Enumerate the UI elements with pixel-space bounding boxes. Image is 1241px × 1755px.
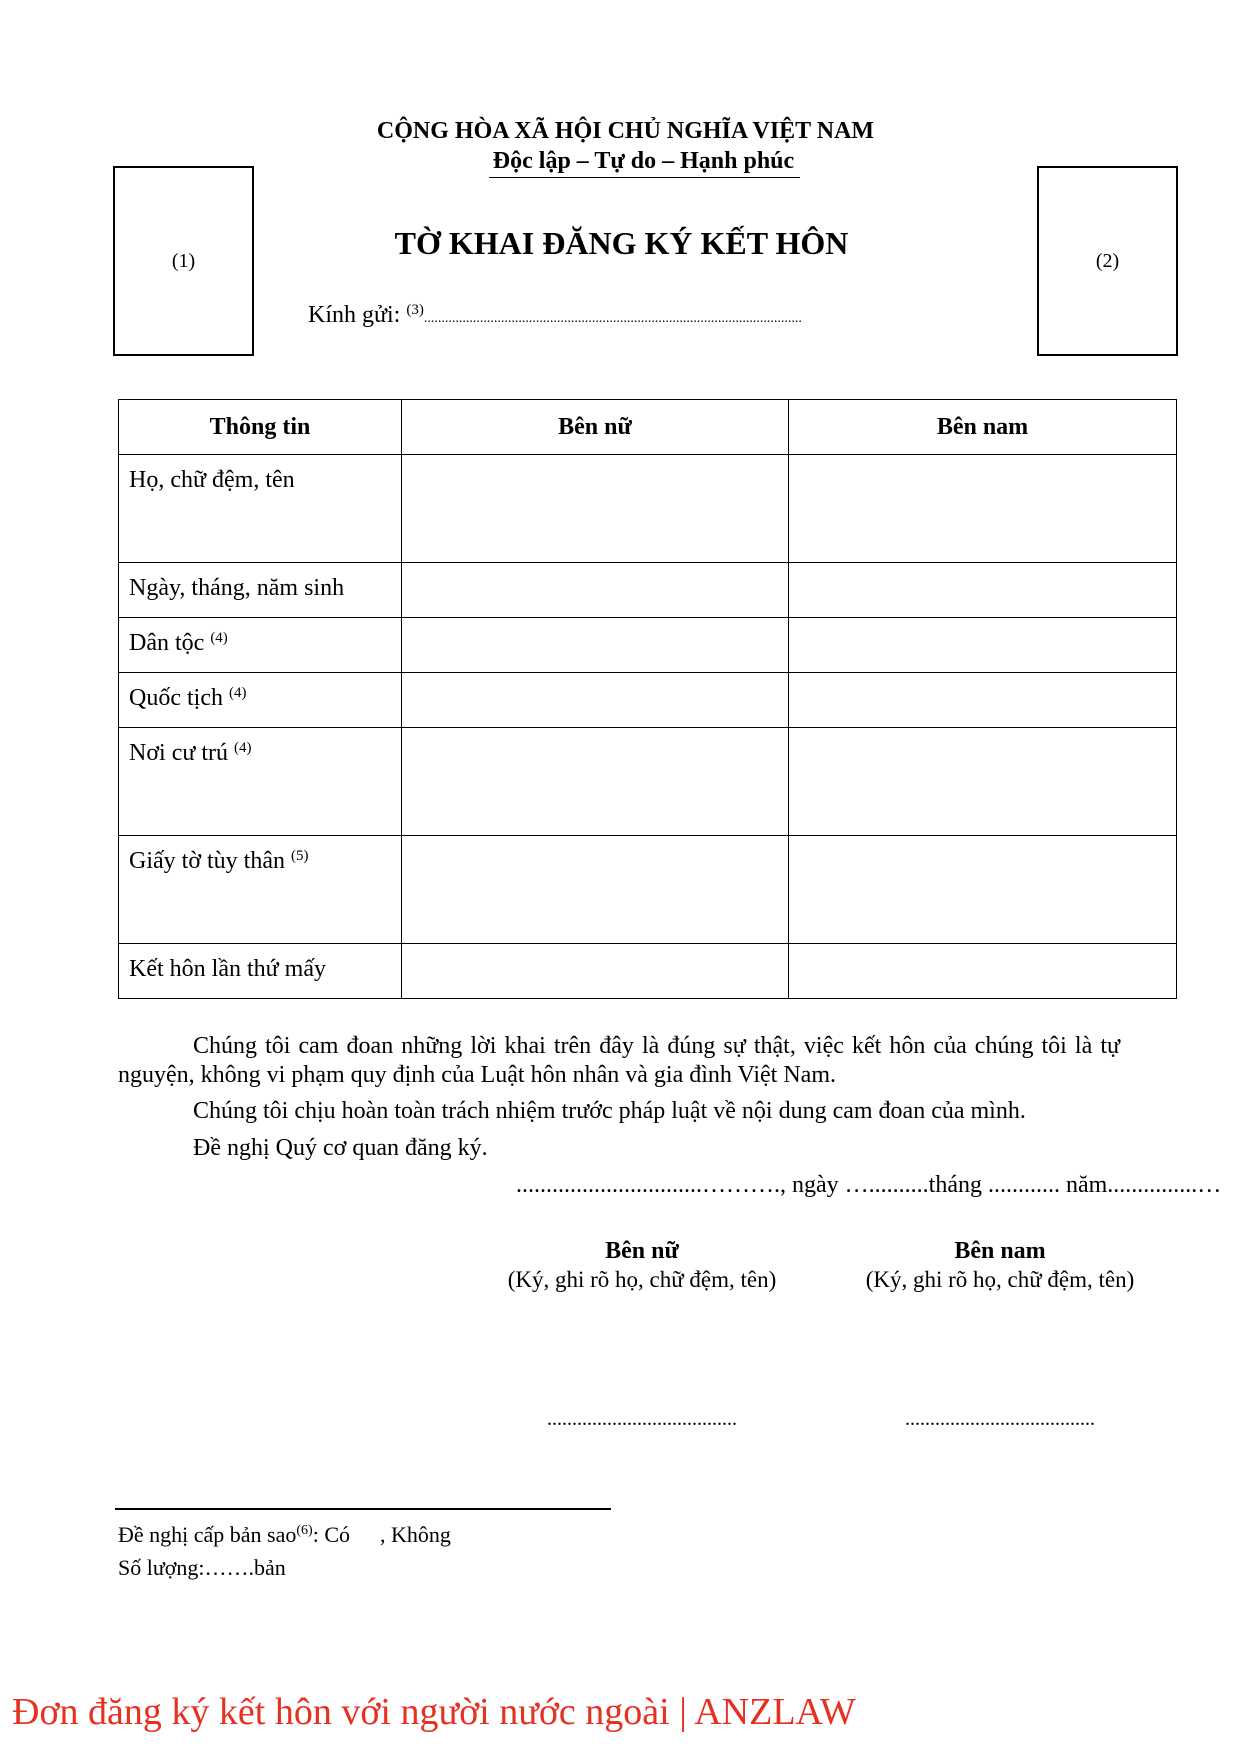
row-label-text: Kết hôn lần thứ mấy xyxy=(129,956,326,982)
row-label xyxy=(119,455,402,563)
row-label-text: Quốc tịch xyxy=(129,685,223,711)
recipient-note: (3) xyxy=(406,302,424,318)
info-table xyxy=(118,399,1177,999)
recipient-label: Kính gửi: xyxy=(308,302,401,328)
copy-request-no[interactable]: , Không xyxy=(380,1522,451,1547)
female-residence-cell[interactable] xyxy=(402,728,789,836)
female-signature-hint: (Ký, ghi rõ họ, chữ đệm, tên) xyxy=(507,1267,777,1292)
male-ethnicity-cell[interactable] xyxy=(789,618,1177,673)
copy-request-note: (6) xyxy=(296,1523,313,1538)
commitment-paragraph: Chúng tôi cam đoan những lời khai trên đây là đúng sự thật, việc kết hôn của chúng tôi là tự nguyện, không vi phạm quy định của Luật hôn nhân và gia đình Việt Nam. xyxy=(118,1033,1120,1088)
copy-request-label: Đề nghị cấp bản sao xyxy=(118,1522,297,1547)
table-row xyxy=(119,836,1177,944)
male-dob-cell[interactable] xyxy=(789,563,1177,618)
date-line[interactable]: ...............................………., ngày …..........tháng ............ năm...............… xyxy=(516,1172,1222,1198)
table-row xyxy=(119,673,1177,728)
male-name-cell[interactable] xyxy=(789,455,1177,563)
male-marriage-count-cell[interactable] xyxy=(789,944,1177,999)
nation-heading: CỘNG HÒA XÃ HỘI CHỦ NGHĨA VIỆT NAM xyxy=(376,118,875,144)
male-id-cell[interactable] xyxy=(789,836,1177,944)
female-dob-cell[interactable] xyxy=(402,563,789,618)
row-label-text: Giấy tờ tùy thân xyxy=(129,848,285,874)
photo-box-right-label: (2) xyxy=(1095,249,1120,272)
row-label xyxy=(119,673,402,728)
table-row xyxy=(119,563,1177,618)
footer-divider xyxy=(115,1508,611,1510)
row-label-note: (5) xyxy=(291,848,309,864)
recipient-dots[interactable]: ............................................................................................................ xyxy=(423,311,802,326)
responsibility-paragraph: Chúng tôi chịu hoàn toàn trách nhiệm trước pháp luật về nội dung cam đoan của mình. xyxy=(193,1098,1026,1124)
female-signature-block xyxy=(462,1236,822,1294)
header-male: Bên nam xyxy=(789,400,1177,455)
copy-request-line xyxy=(118,1522,451,1548)
row-label xyxy=(119,944,402,999)
watermark-text: Đơn đăng ký kết hôn với người nước ngoài | ANZLAW xyxy=(12,1691,856,1733)
female-ethnicity-cell[interactable] xyxy=(402,618,789,673)
male-signature-dots[interactable]: ...................................... xyxy=(905,1408,1095,1430)
row-label-text: Nơi cư trú xyxy=(129,740,229,766)
female-id-cell[interactable] xyxy=(402,836,789,944)
row-label-text: Họ, chữ đệm, tên xyxy=(129,467,295,493)
table-row xyxy=(119,618,1177,673)
table-row xyxy=(119,944,1177,999)
table-row xyxy=(119,455,1177,563)
copy-quantity[interactable]: Số lượng:…….bản xyxy=(118,1555,286,1580)
row-label-note: (4) xyxy=(210,630,228,646)
table-row xyxy=(119,728,1177,836)
row-label-text: Dân tộc xyxy=(129,630,205,656)
female-signature-dots[interactable]: ...................................... xyxy=(547,1408,737,1430)
row-label-note: (4) xyxy=(228,685,247,701)
table-header-row xyxy=(119,400,1177,455)
row-label xyxy=(119,836,402,944)
row-label-note: (4) xyxy=(234,740,252,756)
male-signature-title: Bên nam xyxy=(954,1238,1046,1264)
document-title: TỜ KHAI ĐĂNG KÝ KẾT HÔN xyxy=(394,225,849,261)
male-signature-block xyxy=(820,1236,1180,1294)
header-female: Bên nữ xyxy=(402,400,789,455)
male-residence-cell[interactable] xyxy=(789,728,1177,836)
female-signature-title: Bên nữ xyxy=(605,1238,679,1264)
female-nationality-cell[interactable] xyxy=(402,673,789,728)
row-label xyxy=(119,728,402,836)
motto-underline xyxy=(489,177,800,178)
female-name-cell[interactable] xyxy=(402,455,789,563)
row-label-text: Ngày, tháng, năm sinh xyxy=(129,575,345,601)
recipient-line xyxy=(308,302,802,329)
request-paragraph: Đề nghị Quý cơ quan đăng ký. xyxy=(193,1135,488,1161)
copy-request-yes[interactable]: : Có xyxy=(312,1522,351,1547)
male-nationality-cell[interactable] xyxy=(789,673,1177,728)
male-signature-hint: (Ký, ghi rõ họ, chữ đệm, tên) xyxy=(865,1267,1135,1292)
header-info: Thông tin xyxy=(119,400,402,455)
motto-heading: Độc lập – Tự do – Hạnh phúc xyxy=(492,148,795,174)
female-marriage-count-cell[interactable] xyxy=(402,944,789,999)
row-label xyxy=(119,563,402,618)
photo-box-left-label: (1) xyxy=(171,249,196,272)
row-label xyxy=(119,618,402,673)
